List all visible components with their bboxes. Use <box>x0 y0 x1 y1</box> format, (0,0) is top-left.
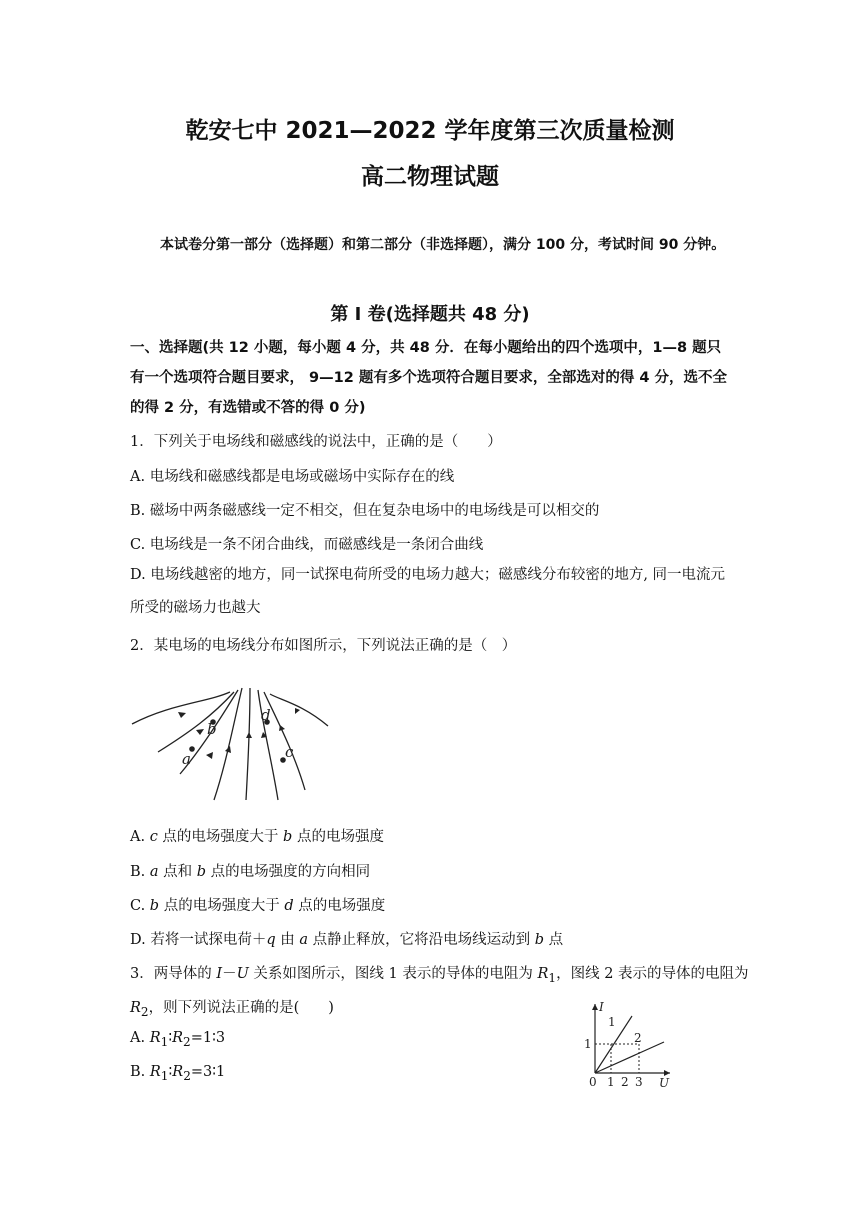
q3-option-b: B. $R_1∶R_2=3∶1$ <box>130 1064 226 1083</box>
q2-stem: 2．某电场的电场线分布如图所示，下列说法正确的是（ ） <box>130 638 517 654</box>
point-label-c: c <box>285 743 294 761</box>
section-instructions: 一、选择题(共 12 小题，每小题 4 分，共 48 分．在每小题给出的四个选项中，1—8 题只有一个选项符合题目要求， 9—12 题有多个选项符合题目要求，全部选对的得 4 分，选不全的得 2 分，有选错或不答的得 0 分) <box>130 340 728 416</box>
electric-field-lines-figure <box>130 682 335 804</box>
x-tick-2: 2 <box>621 1075 629 1089</box>
exam-subtitle: 高二物理试题 <box>361 164 499 190</box>
q3-stem-line1: 3．两导体的 I－U 关系如图所示，图线 1 表示的导体的电阻为 $R_1$，图线 2 表示的导体的电阻为 <box>130 966 749 985</box>
line-2-label: 2 <box>634 1031 642 1045</box>
y-axis-label: I <box>599 1000 604 1014</box>
q1-option-c: C. 电场线是一条不闭合曲线，而磁感线是一条闭合曲线 <box>130 537 484 553</box>
point-label-d: d <box>261 706 271 724</box>
q2-option-c: C. b 点的电场强度大于 d 点的电场强度 <box>130 898 386 914</box>
line-1-label: 1 <box>608 1015 616 1029</box>
y-tick-1: 1 <box>584 1037 592 1051</box>
point-label-b: b <box>207 720 217 738</box>
origin-label: 0 <box>589 1075 597 1089</box>
exam-intro: 本试卷分第一部分（选择题）和第二部分（非选择题），满分 100 分，考试时间 90 分钟。 <box>160 237 726 253</box>
exam-title: 乾安七中 2021—2022 学年度第三次质量检测 <box>185 118 675 144</box>
q1-option-b: B. 磁场中两条磁感线一定不相交，但在复杂电场中的电场线是可以相交的 <box>130 503 600 519</box>
x-axis-label: U <box>659 1076 670 1090</box>
q1-stem: 1．下列关于电场线和磁感线的说法中，正确的是（ ） <box>130 434 502 450</box>
q2-option-d: D. 若将一试探电荷＋q 由 a 点静止释放，它将沿电场线运动到 b 点 <box>130 932 564 948</box>
q2-option-a: A. c 点的电场强度大于 b 点的电场强度 <box>130 829 384 845</box>
q1-option-a: A. 电场线和磁感线都是电场或磁场中实际存在的线 <box>130 469 455 485</box>
q3-option-a: A. $R_1∶R_2=1∶3$ <box>130 1030 226 1049</box>
section-title: 第 I 卷(选择题共 48 分) <box>330 304 530 325</box>
q1-option-d: D. 电场线越密的地方，同一试探电荷所受的电场力越大；磁感线分布较密的地方, 同一电流元所受的磁场力也越大 <box>130 567 726 616</box>
x-tick-1: 1 <box>607 1075 615 1089</box>
iu-graph <box>578 998 678 1090</box>
q3-stem-line2: $R_2$，则下列说法正确的是( ) <box>130 1000 334 1019</box>
x-tick-3: 3 <box>635 1075 643 1089</box>
point-label-a: a <box>182 750 191 768</box>
q2-option-b: B. a 点和 b 点的电场强度的方向相同 <box>130 864 371 880</box>
